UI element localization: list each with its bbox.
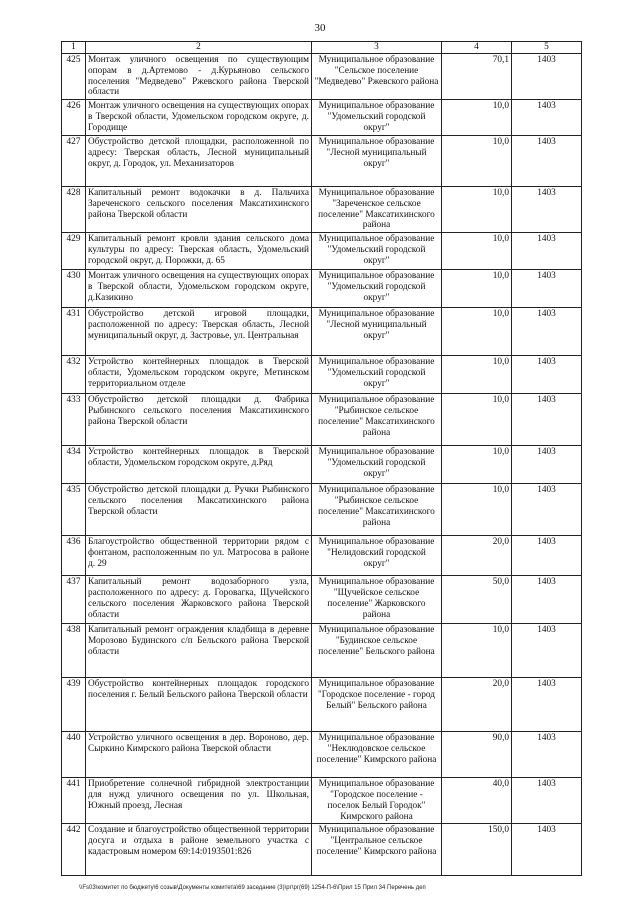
code-cell: 1403 — [512, 678, 582, 732]
amount-cell: 10,0 — [442, 233, 512, 270]
amount-cell: 50,0 — [442, 576, 512, 624]
description-cell: Монтаж уличного освещения на существующих опорах в Тверской области, Удомельском городском округе, д. Городище — [86, 100, 312, 136]
description-cell: Обустройство детской площадки д. Ручки Рыбинского сельского поселения Максатихинского района Тверской области — [86, 484, 312, 536]
municipality-cell: Муниципальное образование "Рыбинское сельское поселение" Максатихинского района — [312, 484, 442, 536]
row-number-cell: 434 — [62, 446, 86, 484]
row-number-cell: 431 — [62, 308, 86, 356]
table-row — [62, 576, 582, 624]
amount-cell: 10,0 — [442, 187, 512, 233]
municipality-cell: Муниципальное образование "Удомельский городской округ" — [312, 233, 442, 270]
file-path-footer: \\Fs03\комитет по бюджету\6 созыв\Документы комитета\69 заседание (3)\рг\рг(69) 1254-П-6\Прил 15 Прил 34 Перечень деп — [79, 885, 426, 891]
allocation-table — [61, 41, 582, 876]
amount-cell: 10,0 — [442, 394, 512, 446]
row-number-cell: 442 — [62, 824, 86, 876]
municipality-cell: Муниципальное образование "Городское поселение - поселок Белый Городок" Кимрского района — [312, 778, 442, 824]
municipality-cell: Муниципальное образование "Удомельский городской округ" — [312, 270, 442, 308]
row-number-cell: 426 — [62, 100, 86, 136]
row-number-cell: 432 — [62, 356, 86, 394]
row-number-cell: 437 — [62, 576, 86, 624]
description-cell: Благоустройство общественной территории рядом с фонтаном, расположенным по ул. Матросова в районе д. 29 — [86, 536, 312, 576]
code-cell: 1403 — [512, 778, 582, 824]
table-row — [62, 678, 582, 732]
table-row — [62, 624, 582, 678]
table-row — [62, 136, 582, 187]
municipality-cell: Муниципальное образование "Сельское поселение "Медведево" Ржевского района — [312, 54, 442, 100]
code-cell: 1403 — [512, 394, 582, 446]
amount-cell: 40,0 — [442, 778, 512, 824]
amount-cell: 10,0 — [442, 270, 512, 308]
row-number-cell: 436 — [62, 536, 86, 576]
code-cell: 1403 — [512, 100, 582, 136]
table-row — [62, 394, 582, 446]
row-number-cell: 439 — [62, 678, 86, 732]
amount-cell: 10,0 — [442, 484, 512, 536]
amount-cell: 70,1 — [442, 54, 512, 100]
table-row — [62, 100, 582, 136]
table-row — [62, 356, 582, 394]
column-header: 3 — [312, 42, 442, 54]
code-cell: 1403 — [512, 54, 582, 100]
code-cell: 1403 — [512, 270, 582, 308]
amount-cell: 10,0 — [442, 446, 512, 484]
table-row — [62, 187, 582, 233]
row-number-cell: 428 — [62, 187, 86, 233]
code-cell: 1403 — [512, 233, 582, 270]
description-cell: Обустройство контейнерных площадок городского поселения г. Белый Бельского района Тверской области — [86, 678, 312, 732]
table-row — [62, 54, 582, 100]
code-cell: 1403 — [512, 187, 582, 233]
municipality-cell: Муниципальное образование "Щучейское сельское поселение" Жарковского района — [312, 576, 442, 624]
table-row — [62, 536, 582, 576]
description-cell: Приобретение солнечной гибридной электростанции для нужд уличного освещения по ул. Школьная, Южный проезд, Лесная — [86, 778, 312, 824]
description-cell: Обустройство детской площадки д. Фабрика Рыбинского сельского поселения Максатихинского района Тверской области — [86, 394, 312, 446]
amount-cell: 10,0 — [442, 308, 512, 356]
municipality-cell: Муниципальное образование "Удомельский городской округ" — [312, 446, 442, 484]
amount-cell: 150,0 — [442, 824, 512, 876]
amount-cell: 20,0 — [442, 678, 512, 732]
code-cell: 1403 — [512, 308, 582, 356]
municipality-cell: Муниципальное образование "Удомельский городской округ" — [312, 100, 442, 136]
row-number-cell: 433 — [62, 394, 86, 446]
description-cell: Капитальный ремонт водокачки в д. Пальчиха Зареченского сельского поселения Максатихинского района Тверской области — [86, 187, 312, 233]
description-cell: Устройство контейнерных площадок в Тверской области, Удомельском городском округе, Метинском территориальном отделе — [86, 356, 312, 394]
column-header: 4 — [442, 42, 512, 54]
table-header-row — [62, 42, 582, 54]
table-row — [62, 233, 582, 270]
description-cell: Монтаж уличного освещения на существующих опорах в Тверской области, Удомельском городском округе, д.Казикино — [86, 270, 312, 308]
amount-cell: 10,0 — [442, 356, 512, 394]
table-row — [62, 308, 582, 356]
code-cell: 1403 — [512, 732, 582, 778]
municipality-cell: Муниципальное образование "Зареченское сельское поселение" Максатихинского района — [312, 187, 442, 233]
amount-cell: 10,0 — [442, 136, 512, 187]
municipality-cell: Муниципальное образование "Лесной муниципальный округ" — [312, 136, 442, 187]
table-row — [62, 446, 582, 484]
amount-cell: 90,0 — [442, 732, 512, 778]
municipality-cell: Муниципальное образование "Рыбинское сельское поселение" Максатихинского района — [312, 394, 442, 446]
description-cell: Устройство уличного освещения в дер. Вороново, дер. Сыркино Кимрского района Тверской области — [86, 732, 312, 778]
municipality-cell: Муниципальное образование "Городское поселение - город Белый" Бельского района — [312, 678, 442, 732]
column-header: 1 — [62, 42, 86, 54]
row-number-cell: 440 — [62, 732, 86, 778]
row-number-cell: 438 — [62, 624, 86, 678]
table-row — [62, 484, 582, 536]
row-number-cell: 441 — [62, 778, 86, 824]
municipality-cell: Муниципальное образование "Неклюдовское сельское поселение" Кимрского района — [312, 732, 442, 778]
description-cell: Монтаж уличного освещения по существующим опорам в д.Артемово - д.Курьяново сельского поселения "Медведево" Ржевского района Тверской области — [86, 54, 312, 100]
table-row — [62, 824, 582, 876]
table-row — [62, 270, 582, 308]
description-cell: Создание и благоустройство общественной территории досуга и отдыха в районе земельного участка с кадастровым номером 69:14:0193501:826 — [86, 824, 312, 876]
column-header: 2 — [86, 42, 312, 54]
row-number-cell: 429 — [62, 233, 86, 270]
description-cell: Обустройство детской площадки, расположенной по адресу: Тверская область, Лесной муниципальный округ, д. Городок, ул. Механизаторов — [86, 136, 312, 187]
column-header: 5 — [512, 42, 582, 54]
code-cell: 1403 — [512, 576, 582, 624]
row-number-cell: 430 — [62, 270, 86, 308]
municipality-cell: Муниципальное образование "Будинское сельское поселение" Бельского района — [312, 624, 442, 678]
description-cell: Капитальный ремонт ограждения кладбища в деревне Морозово Будинского с/п Бельского района Тверской области — [86, 624, 312, 678]
page-number: 30 — [314, 22, 326, 34]
code-cell: 1403 — [512, 824, 582, 876]
code-cell: 1403 — [512, 136, 582, 187]
amount-cell: 20,0 — [442, 536, 512, 576]
code-cell: 1403 — [512, 484, 582, 536]
row-number-cell: 427 — [62, 136, 86, 187]
description-cell: Капитальный ремонт кровли здания сельского дома культуры по адресу: Тверская область, Удомельский городской округ, д. Порожки, д. 65 — [86, 233, 312, 270]
description-cell: Капитальный ремонт водозаборного узла, расположенного по адресу: д. Горовагка, Щучейского сельского поселения Жарковского района Тверской области — [86, 576, 312, 624]
row-number-cell: 425 — [62, 54, 86, 100]
description-cell: Устройство контейнерных площадок в Тверской области, Удомельском городском округе, д.Ряд — [86, 446, 312, 484]
municipality-cell: Муниципальное образование "Нелидовский городской округ" — [312, 536, 442, 576]
municipality-cell: Муниципальное образование "Удомельский городской округ" — [312, 356, 442, 394]
code-cell: 1403 — [512, 446, 582, 484]
table-row — [62, 732, 582, 778]
table-row — [62, 778, 582, 824]
municipality-cell: Муниципальное образование "Лесной муниципальный округ" — [312, 308, 442, 356]
municipality-cell: Муниципальное образование "Центральное сельское поселение" Кимрского района — [312, 824, 442, 876]
row-number-cell: 435 — [62, 484, 86, 536]
amount-cell: 10,0 — [442, 624, 512, 678]
code-cell: 1403 — [512, 624, 582, 678]
code-cell: 1403 — [512, 536, 582, 576]
code-cell: 1403 — [512, 356, 582, 394]
amount-cell: 10,0 — [442, 100, 512, 136]
description-cell: Обустройство детской игровой площадки, расположенной по адресу: Тверская область, Лесной муниципальный округ, д. Застровье, ул. Центральная — [86, 308, 312, 356]
